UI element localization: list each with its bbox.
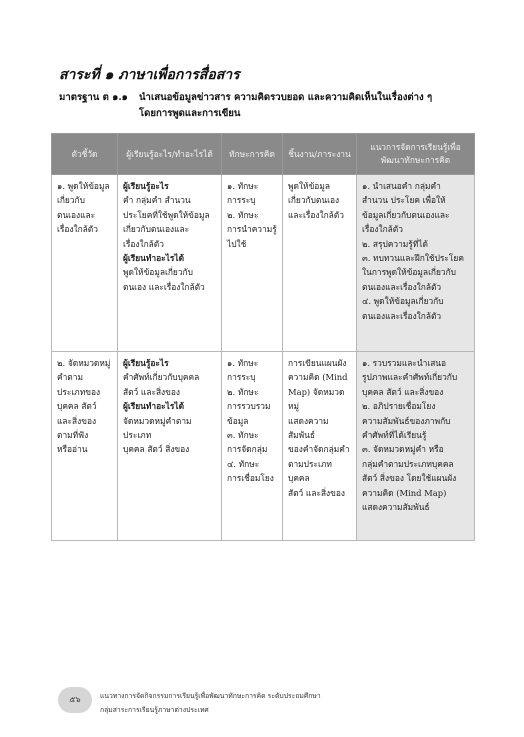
approach-line: ๑. นำเสนอคำ กลุ่มคำ — [362, 181, 441, 191]
indicator-line: และสิ่งของ — [57, 415, 97, 426]
skills-line: การระบุ — [227, 195, 256, 206]
indicator-line: เกี่ยวกับ — [57, 195, 85, 206]
indicator-line: ตนเองและ — [57, 209, 96, 220]
approach-line: บุคคล สัตว์ และสิ่งของ — [362, 386, 444, 397]
learn-line: ตนเอง และเรื่องใกล้ตัว — [123, 281, 205, 292]
learn-line: สัตว์ และสิ่งของ — [123, 386, 180, 397]
learn-line: ผู้เรียนทำอะไรได้ — [123, 401, 185, 412]
approach-line: ๓. ทบทวนและฝึกใช้ประโยค — [362, 253, 464, 264]
skills-line: ๒. ทักษะ — [227, 209, 259, 220]
indicator-cell — [52, 175, 118, 352]
learn-line: ผู้เรียนทำอะไรได้ — [123, 253, 185, 264]
skills-line: การเชื่อมโยง — [227, 473, 274, 484]
learn-line: ผู้เรียนรู้อะไร — [123, 181, 169, 191]
approach-line: กลุ่มคำตามประเภทบุคคล — [362, 458, 454, 469]
standard-label: มาตรฐาน ต ๑.๑ — [59, 92, 128, 103]
learn-line: บุคคล สัตว์ สิ่งของ — [123, 444, 190, 455]
work-line: ของคำจัดกลุ่มคำ — [288, 444, 350, 455]
indicator-line: หรืออ่าน — [57, 444, 88, 455]
indicator-line: ตามที่ฟัง — [57, 430, 89, 441]
learn-line: คำศัพท์เกี่ยวกับบุคคล — [123, 372, 200, 383]
learn-line: เรื่องใกล้ตัว — [123, 238, 164, 249]
skills-cell — [222, 352, 283, 541]
approach-line: ในการพูดให้ข้อมูลเกี่ยวกับ — [362, 267, 456, 278]
indicator-line: ๒. จัดหมวดหมู่ — [57, 358, 111, 368]
approach-line: แสดงความสัมพันธ์ — [362, 502, 430, 513]
header-work: ชิ้นงาน/ภาระงาน — [283, 134, 357, 175]
approach-line: ความคิด (Mind Map) — [362, 487, 447, 498]
work-cell — [283, 175, 357, 352]
learn-line: ประโยคที่ใช้พูดให้ข้อมูล — [123, 209, 210, 220]
footer-line-2: กลุ่มสาระการเรียนรู้ภาษาต่างประเทศ — [100, 706, 209, 714]
approach-line: ตนเองและเรื่องใกล้ตัว — [362, 310, 442, 321]
approach-cell — [357, 175, 475, 352]
work-line: เกี่ยวกับตนเอง — [288, 195, 340, 206]
header-skills: ทักษะการคิด — [222, 134, 283, 175]
approach-line: เรื่องใกล้ตัว — [362, 224, 403, 235]
approach-line: ๓. จัดหมวดหมู่คำ หรือ — [362, 444, 444, 455]
header-learn: ผู้เรียนรู้อะไร/ทำอะไรได้ — [118, 134, 222, 175]
work-line: สัตว์ และสิ่งของ — [288, 487, 345, 498]
approach-line: ๑. รวบรวมและนำเสนอ — [362, 358, 447, 368]
approach-line: ๔. พูดให้ข้อมูลเกี่ยวกับ — [362, 296, 444, 307]
standard-text-line-1: นำเสนอข้อมูลข่าวสาร ความคิดรวบยอด และความคิดเห็นในเรื่องต่าง ๆ — [139, 92, 433, 103]
skills-line: ๔. ทักษะ — [227, 458, 260, 469]
indicator-line: คำตาม — [57, 372, 83, 383]
approach-line: รูปภาพและคำศัพท์เกี่ยวกับ — [362, 372, 458, 383]
footer-line-1: แนวทางการจัดกิจกรรมการเรียนรู้เพื่อพัฒนาทักษะการคิด ระดับประถมศึกษา — [100, 692, 321, 700]
work-line: และเรื่องใกล้ตัว — [288, 209, 344, 220]
indicator-line: เรื่องใกล้ตัว — [57, 224, 98, 235]
work-line: ความคิด (Mind — [288, 372, 348, 383]
standard-heading — [59, 90, 479, 122]
skills-line: ๑. ทักษะ — [227, 181, 259, 191]
header-indicator: ตัวชี้วัด — [52, 134, 118, 175]
approach-line: ข้อมูลเกี่ยวกับตนเองและ — [362, 209, 450, 220]
skills-line: ไปใช้ — [227, 238, 247, 249]
learn-line: คำ กลุ่มคำ สำนวน — [123, 195, 191, 206]
approach-line: ๒. สรุปความรู้ที่ได้ — [362, 238, 428, 249]
indicator-line: ประเภทของ — [57, 386, 101, 397]
skills-line: การระบุ — [227, 372, 256, 383]
learn-line: พูดให้ข้อมูลเกี่ยวกับ — [123, 267, 193, 278]
skills-line: ๑. ทักษะ — [227, 358, 259, 368]
learn-cell — [118, 352, 222, 541]
skills-line: การนำความรู้ — [227, 224, 277, 235]
learn-cell — [118, 175, 222, 352]
approach-line: ความสัมพันธ์ของภาพกับ — [362, 415, 451, 426]
learn-line: จัดหมวดหมู่คำตามประเภท — [123, 415, 192, 441]
approach-line: ตนเองและเรื่องใกล้ตัว — [362, 281, 442, 292]
strand-title: สาระที่ ๑ ภาษาเพื่อการสื่อสาร — [59, 67, 240, 83]
indicator-cell — [52, 352, 118, 541]
learn-line: ผู้เรียนรู้อะไร — [123, 358, 169, 368]
standard-text-line-2: โดยการพูดและการเขียน — [139, 108, 241, 119]
work-line: แสดงความสัมพันธ์ — [288, 415, 329, 441]
learn-line: เกี่ยวกับตนเองและ — [123, 224, 190, 235]
approach-line: คำศัพท์ที่ได้เรียนรู้ — [362, 430, 427, 441]
skills-line: การจัดกลุ่ม — [227, 444, 268, 455]
table-row — [52, 352, 475, 541]
approach-line: สัตว์ สิ่งของ โดยใช้แผนผัง — [362, 473, 457, 484]
approach-cell — [357, 352, 475, 541]
work-line: Map) จัดหมวดหมู่ — [288, 386, 345, 412]
page-number: ๕๖ — [58, 687, 92, 713]
work-cell — [283, 352, 357, 541]
table-header-row — [52, 134, 475, 175]
header-approach: แนวการจัดการเรียนรู้เพื่อพัฒนาทักษะการคิด — [357, 134, 475, 175]
indicator-line: ๑. พูดให้ข้อมูล — [57, 181, 110, 191]
table-row — [52, 175, 475, 352]
skills-cell — [222, 175, 283, 352]
learning-table — [51, 133, 475, 541]
skills-line: การรวบรวม — [227, 401, 271, 412]
work-line: การเขียนแผนผัง — [288, 358, 347, 368]
skills-line: ข้อมูล — [227, 415, 249, 426]
indicator-line: บุคคล สัตว์ — [57, 401, 97, 412]
skills-line: ๓. ทักษะ — [227, 430, 259, 441]
approach-line: ๒. อภิปรายเชื่อมโยง — [362, 401, 436, 412]
work-line: ตามประเภทบุคคล — [288, 458, 332, 484]
work-line: พูดให้ข้อมูล — [288, 181, 330, 191]
approach-line: สำนวน ประโยค เพื่อให้ — [362, 195, 446, 206]
skills-line: ๒. ทักษะ — [227, 386, 259, 397]
